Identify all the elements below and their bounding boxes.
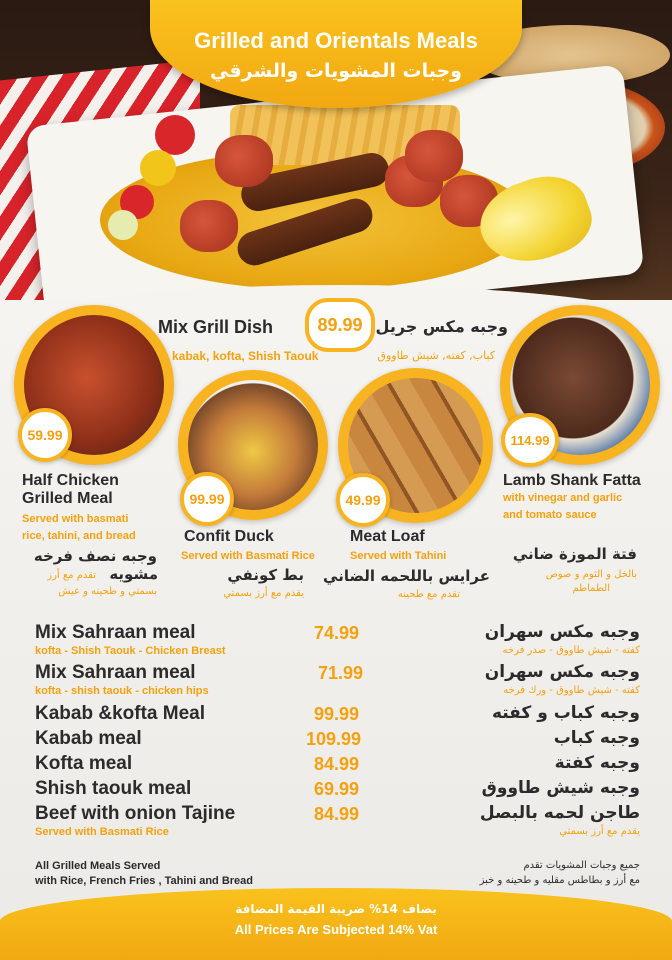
menu-item-name-arabic: طاجن لحمه بالبصل — [479, 803, 640, 823]
menu-item-description: kofta - shish taouk - chicken hips — [35, 685, 209, 697]
half-chicken-description: Served with basmati — [22, 513, 129, 525]
menu-item-price: 69.99 — [314, 779, 360, 799]
menu-item-name: Shish taouk meal — [35, 778, 192, 799]
meat-loaf-description: Served with Tahini — [350, 550, 447, 562]
featured-name-arabic: وجبه مكس جريل — [375, 317, 508, 336]
footer-note-line2: with Rice, French Fries , Tahini and Bread — [35, 875, 254, 887]
menu-item-description-arabic: كفته - شيش طاووق - صدر فرخه — [502, 645, 640, 656]
menu-item-price: 109.99 — [306, 729, 362, 749]
half-chicken-description-arabic-line2: بسمتي و طحينه و عيش — [58, 586, 157, 597]
half-chicken-name-arabic-line2: مشويه — [109, 565, 158, 583]
featured-name: Mix Grill Dish — [158, 317, 274, 337]
menu-item-description-arabic: كفته - شيش طاووق - ورك فرخه — [503, 685, 640, 696]
confit-duck-name-arabic: بط كونفي — [227, 566, 304, 584]
menu-item-name: Kofta meal — [35, 753, 133, 774]
menu-item-price: 71.99 — [318, 663, 364, 683]
footer-note: All Grilled Meals Served — [35, 860, 161, 872]
lamb-shank-name-arabic: فتة الموزة ضاني — [512, 545, 637, 563]
page-title: Grilled and Orientals Meals — [194, 28, 478, 53]
menu-item-price: 99.99 — [314, 704, 360, 724]
half-chicken-description-line2: rice, tahini, and bread — [22, 530, 136, 542]
pepper-image — [140, 150, 176, 186]
onion-image — [108, 210, 138, 240]
confit-duck-description-arabic: يقدم مع أرز بسمتي — [223, 588, 304, 599]
lamb-shank-description: with vinegar and garlic — [503, 492, 623, 504]
menu-item-name: Mix Sahraan meal — [35, 622, 196, 643]
meat-loaf-price: 49.99 — [336, 473, 390, 527]
chicken-chunk-image — [180, 200, 238, 252]
half-chicken-name: Half Chicken — [22, 472, 119, 489]
menu-item-name-arabic: وجبه كباب و كفته — [491, 703, 640, 723]
half-chicken-price: 59.99 — [18, 408, 72, 462]
tomato-image — [155, 115, 195, 155]
lamb-shank-description-arabic: بالخل و الثوم و صوص — [545, 569, 637, 580]
vat-note-arabic: يضاف 14% ضريبة القيمة المضافة — [235, 902, 437, 916]
featured-price: 89.99 — [305, 298, 375, 352]
lamb-shank-description-line2: and tomato sauce — [503, 509, 597, 521]
menu-item-name: Kabab &kofta Meal — [35, 703, 205, 724]
menu-item-description-arabic: يقدم مع أرز بسمتي — [559, 826, 640, 837]
lamb-shank-description-arabic-line2: الطماطم — [572, 583, 610, 594]
menu-item-name: Kabab meal — [35, 728, 142, 749]
menu-item-description: Served with Basmati Rice — [35, 826, 169, 838]
menu-item-description: kofta - Shish Taouk - Chicken Breast — [35, 645, 226, 657]
vat-note: All Prices Are Subjected 14% Vat — [234, 922, 438, 937]
half-chicken-name-arabic: وجبه نصف فرخه — [33, 547, 157, 565]
menu-item-name-arabic: وجبه كفتة — [554, 753, 640, 773]
lamb-shank-name: Lamb Shank Fatta — [503, 472, 641, 489]
footer-note-arabic: جميع وجبات المشويات تقدم — [523, 860, 640, 871]
menu-item-price: 84.99 — [314, 754, 360, 774]
menu-item-name-arabic: وجبه شيش طاووق — [481, 778, 640, 798]
meat-loaf-name-arabic: عرايس باللحمه الضاني — [323, 567, 490, 585]
chicken-chunk-image — [215, 135, 273, 187]
chicken-chunk-image — [405, 130, 463, 182]
menu-item-name: Mix Sahraan meal — [35, 662, 196, 683]
half-chicken-description-arabic: تقدم مع أرز — [47, 570, 96, 581]
menu-item-price: 74.99 — [314, 623, 360, 643]
meat-loaf-name: Meat Loaf — [350, 528, 425, 545]
half-chicken-name-line2: Grilled Meal — [22, 490, 113, 507]
page-title-arabic: وجبات المشويات والشرقي — [210, 60, 462, 82]
menu-item-name-arabic: وجبه مكس سهران — [484, 622, 640, 642]
meat-loaf-description-arabic: تقدم مع طحينه — [397, 589, 460, 600]
lamb-shank-price: 114.99 — [501, 413, 559, 467]
menu-item-name: Beef with onion Tajine — [35, 803, 236, 824]
featured-description: kabak, kofta, Shish Taouk — [172, 349, 319, 363]
confit-duck-name: Confit Duck — [184, 528, 274, 545]
confit-duck-description: Served with Basmati Rice — [181, 550, 315, 562]
featured-description-arabic: كباب, كفته, شيش طاووق — [377, 349, 495, 362]
confit-duck-price: 99.99 — [180, 472, 234, 526]
menu-item-price: 84.99 — [314, 804, 360, 824]
menu-item-name-arabic: وجبه كباب — [553, 728, 640, 748]
footer-note-arabic-line2: مع أرز و بطاطس مقليه و طحينه و خبز — [479, 875, 640, 886]
menu-item-name-arabic: وجبه مكس سهران — [484, 662, 640, 682]
